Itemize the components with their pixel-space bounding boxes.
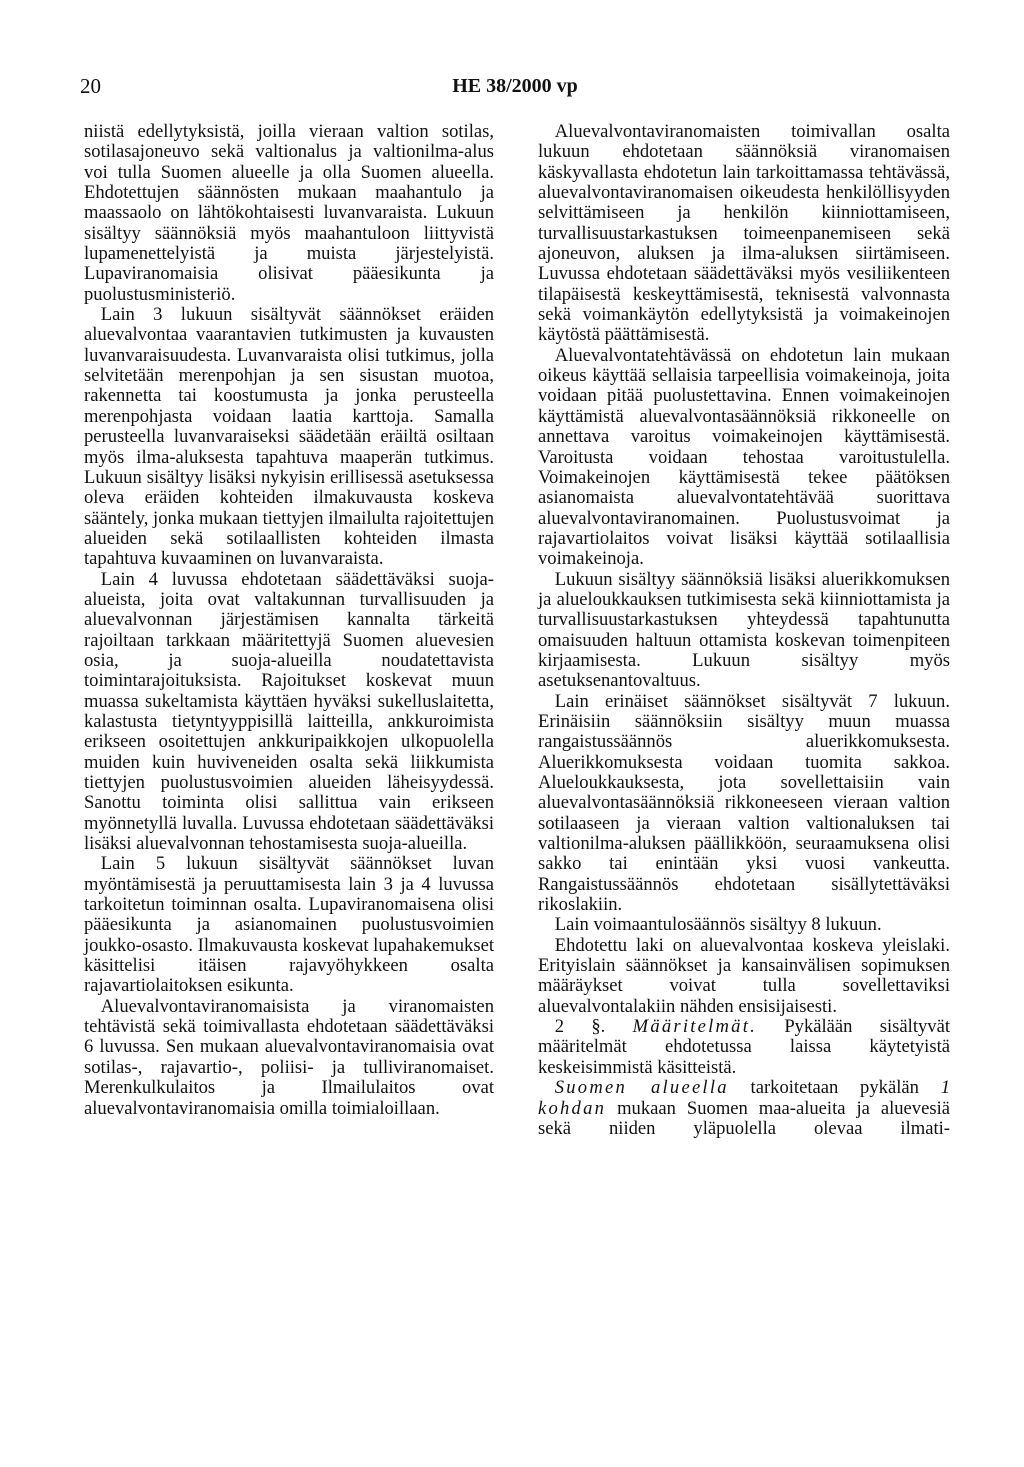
definition-text-2: mukaan Suomen maa-alueita ja aluevesiä sekä niiden yläpuolella olevaa ilmati- (538, 1097, 950, 1139)
right-paragraph-2: Aluevalvontatehtävässä on ehdotetun lain mukaan oikeus käyttää sellaisia tarpeellisia voimakeinoja, joita voidaan pitää puolustettavina. Ennen voimakeinojen käyttämistä aluevalvontasäännöksiä rikkoneelle on annettava varoitus voimakeinojen käyttämisestä. Varoitusta voidaan tehostaa varoitustulella. Voimakeinojen käyttämisestä tekee päätöksen asianomaista aluevalvontatehtävää suorittava aluevalvontaviranomainen. Puolustusvoimat ja rajavartiolaitos voivat lisäksi käyttää sotilaallisia voimakeinoja. (538, 344, 950, 570)
right-paragraph-8 (538, 1078, 950, 1139)
section-text: Pykälään sisältyvät määritelmät ehdotetussa laissa käytetyistä keskeisimmistä käsitteistä. (538, 1016, 951, 1078)
section-number: 2 §. (554, 1016, 606, 1038)
left-paragraph-5: Aluevalvontaviranomaisista ja viranomaisten tehtävistä sekä toimivallasta ehdotetaan säädettäväksi 6 luvussa. Sen mukaan aluevalvontaviranomaisia ovat sotilas-, rajavartio-, poliisi- ja tulliviranomaiset. Merenkulkulaitos ja Ilmailulaitos ovat aluevalvontaviranomaisia omilla toimialoillaan. (84, 995, 494, 1119)
left-paragraph-3: Lain 4 luvussa ehdotetaan säädettäväksi suoja-alueista, joita ovat valtakunnan turvallisuuden ja aluevalvonnan järjestämisen kannalta tärkeitä rajoiltaan tarkkaan määritettyjä Suomen aluevesien osia, ja suoja-alueilla noudatettavista toimintarajoituksista. Rajoitukset koskevat muun muassa sukeltamista käyttäen hyväksi sukelluslaitetta, kalastusta tietyntyyppisillä laitteilla, ankkuroimista erikseen osoitettujen ankkuripaikkojen ulkopuolella muiden kuin huviveneiden osalta sekä liikkumista tiettyjen puolustusvoimien alueiden läheisyydessä. Sanottu toiminta olisi sallittua vain erikseen myönnetyllä luvalla. Luvussa ehdotetaan säädettäväksi lisäksi aluevalvonnan tehostamisesta suoja-alueilla. (84, 568, 494, 855)
right-paragraph-7 (538, 1017, 950, 1078)
document-id: HE 38/2000 vp (452, 75, 578, 97)
item-label: kohdan (538, 1097, 607, 1119)
defined-term: Suomen alueella (554, 1077, 729, 1099)
definition-text-1: tarkoitetaan pykälän (750, 1077, 919, 1099)
right-column (538, 122, 950, 1139)
page-header (80, 74, 950, 104)
left-paragraph-4: Lain 5 lukuun sisältyvät säännökset luvan myöntämisestä ja peruuttamisesta lain 3 ja 4 luvussa tarkoitetun toiminnan osalta. Lupaviranomaisena olisi pääesikunta ja asianomainen puolustusvoimien joukko-osasto. Ilmakuvausta koskevat lupahakemukset käsittelisi itäisen rajavyöhykkeen osalta rajavartiolaitoksen esikunta. (84, 853, 495, 997)
right-paragraph-3: Lukuun sisältyy säännöksiä lisäksi aluerikkomuksen ja alueloukkauksen tutkimisesta sekä kiinniottamista ja turvallisuustarkastuksen yhteydessä tapahtunutta omaisuuden haltuun ottamista koskevan toimenpiteen kirjaamisesta. Lukuun sisältyy myös asetuksenantovaltuus. (538, 568, 950, 692)
left-column (84, 122, 494, 1119)
page-number: 20 (80, 74, 101, 98)
right-paragraph-6: Ehdotettu laki on aluevalvontaa koskeva yleislaki. Erityislain säännökset ja kansainvälisen sopimuksen määräykset voivat tulla sovellettaviksi aluevalvontalakiin nähden ensisijaisesti. (538, 934, 950, 1017)
section-title: Määritelmät. (632, 1016, 757, 1038)
right-paragraph-5: Lain voimaantulosäännös sisältyy 8 lukuun. (554, 914, 882, 936)
right-paragraph-4: Lain erinäiset säännökset sisältyvät 7 lukuun. Erinäisiin säännöksiin sisältyy muun muassa rangaistussäännös aluerikkomuksesta. Aluerikkomuksesta voidaan tuomita sakkoa. Alueloukkauksesta, jota sovellettaisiin vain aluevalvontasäännöksiä rikkoneeseen vieraan valtion sotilaaseen ja vieraan valtion valtionaluksen tai valtionilma-aluksen päällikköön, seuraamuksena olisi sakko tai enintään yksi vuosi vankeutta. Rangaistussäännös ehdotetaan sisällytettäväksi rikoslakiin. (538, 690, 950, 916)
right-paragraph-1: Aluevalvontaviranomaisten toimivallan osalta lukuun ehdotetaan säännöksiä viranomaisen käskyvallasta ehdotetun lain tarkoittamassa tehtävässä, aluevalvontaviranomaisen oikeudesta henkilöllisyyden selvittämiseen ja henkilön kiinniottamiseen, turvallisuustarkastuksen toimeenpanemiseen sekä ajoneuvon, aluksen ja ilma-aluksen siirtämiseen. Luvussa ehdotetaan säädettäväksi myös vesiliikenteen tilapäisestä keskeyttämisestä, teknisestä valvonnasta sekä voimankäytön edellytyksistä ja voimakeinojen käytöstä päättämisestä. (538, 121, 950, 346)
left-paragraph-1: niistä edellytyksistä, joilla vieraan valtion sotilas, sotilasajoneuvo sekä valtionalus ja valtionilma-alus voi tulla Suomen alueelle ja olla Suomen alueella. Ehdotettujen säännösten mukaan maahantulo ja maassaolo on lähtökohtaisesti luvanvaraista. Lukuun sisältyy säännöksiä myös maahantuloon liittyvistä lupamenettelyistä ja muista järjestelyistä. Lupaviranomaisia olisivat pääesikunta ja puolustusministeriö. (84, 121, 494, 305)
left-paragraph-2: Lain 3 lukuun sisältyvät säännökset eräiden aluevalvontaa vaarantavien tutkimusten ja kuvausten luvanvaraisuudesta. Luvanvaraista olisi tutkimus, jolla selvitetään merenpohjan ja sen sisustan muotoa, rakennetta tai koostumusta ja jonka perusteella merenpohjasta voidaan laatia karttoja. Samalla perusteella luvanvaraiseksi säädetään eräiltä osiltaan myös ilma-aluksesta tapahtuva maaperän tutkimus. Lukuun sisältyy lisäksi nykyisin erillisessä asetuksessa oleva eräiden kohteiden ilmakuvausta koskeva sääntely, jonka mukaan tiettyjen ilmailulta rajoitettujen alueiden sekä sotilaallisten kohteiden ilmasta tapahtuva kuvaaminen on luvanvaraista. (84, 304, 494, 570)
item-number: 1 (940, 1077, 950, 1099)
